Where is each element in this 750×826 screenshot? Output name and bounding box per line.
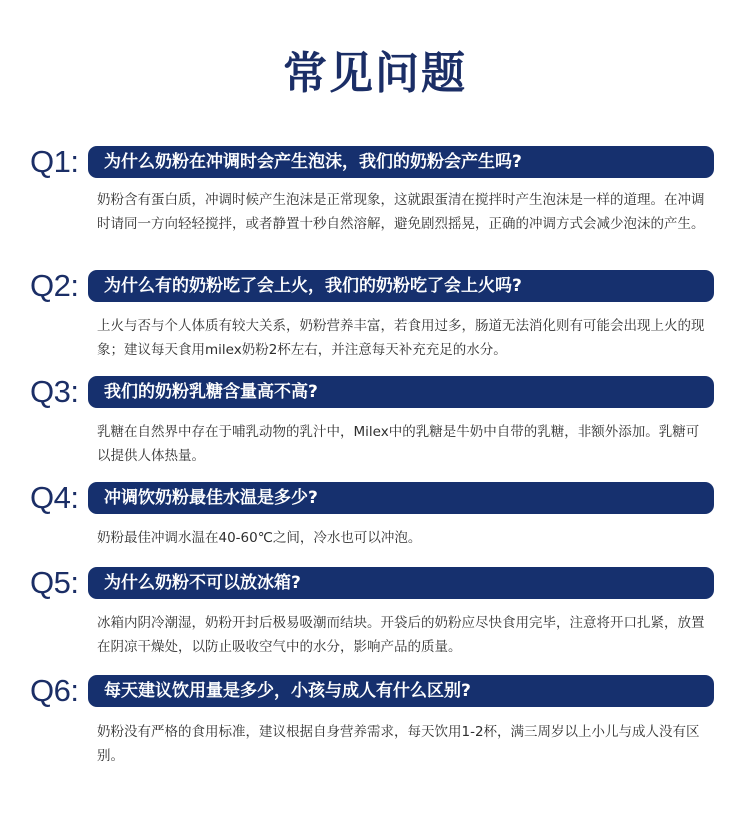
- question-bar: 为什么奶粉不可以放冰箱?: [88, 567, 714, 599]
- answer-text: 奶粉含有蛋白质，冲调时候产生泡沫是正常现象，这就跟蛋清在搅拌时产生泡沫是一样的道理。在冲调时请同一方向轻轻搅拌，或者静置十秒自然溶解，避免剧烈摇晃，正确的冲调方式会减少泡沫的产生。: [97, 192, 705, 232]
- question-bar: 冲调饮奶粉最佳水温是多少?: [88, 482, 714, 514]
- question-bar: 我们的奶粉乳糖含量高不高?: [88, 376, 714, 408]
- question-row: [0, 565, 750, 601]
- question-row: [0, 673, 750, 709]
- question-number: Q2:: [30, 268, 79, 303]
- page-title: 常见问题: [283, 48, 467, 99]
- answer-text: 上火与否与个人体质有较大关系，奶粉营养丰富，若食用过多，肠道无法消化则有可能会出现上火的现象；建议每天食用milex奶粉2杯左右，并注意每天补充充足的水分。: [97, 318, 705, 358]
- question-number: Q6:: [30, 673, 79, 708]
- answer-text: 奶粉没有严格的食用标准，建议根据自身营养需求，每天饮用1-2杯，满三周岁以上小儿与成人没有区别。: [97, 724, 700, 764]
- question-row: [0, 480, 750, 516]
- question-bar: 为什么奶粉在冲调时会产生泡沫，我们的奶粉会产生吗?: [88, 146, 714, 178]
- question-bar: 每天建议饮用量是多少，小孩与成人有什么区别?: [88, 675, 714, 707]
- question-row: [0, 144, 750, 180]
- answer-text: 冰箱内阴冷潮湿，奶粉开封后极易吸潮而结块。开袋后的奶粉应尽快食用完毕，注意将开口扎紧，放置在阴凉干燥处，以防止吸收空气中的水分，影响产品的质量。: [97, 615, 705, 655]
- question-row: [0, 374, 750, 410]
- answer-text: 乳糖在自然界中存在于哺乳动物的乳汁中，Milex中的乳糖是牛奶中自带的乳糖，非额外添加。乳糖可以提供人体热量。: [97, 424, 700, 464]
- question-number: Q5:: [30, 565, 79, 600]
- question-number: Q4:: [30, 480, 79, 515]
- question-number: Q1:: [30, 144, 79, 179]
- answer-text: 奶粉最佳冲调水温在40-60℃之间，冷水也可以冲泡。: [97, 530, 422, 546]
- question-bar: 为什么有的奶粉吃了会上火，我们的奶粉吃了会上火吗?: [88, 270, 714, 302]
- question-number: Q3:: [30, 374, 79, 409]
- question-row: [0, 268, 750, 304]
